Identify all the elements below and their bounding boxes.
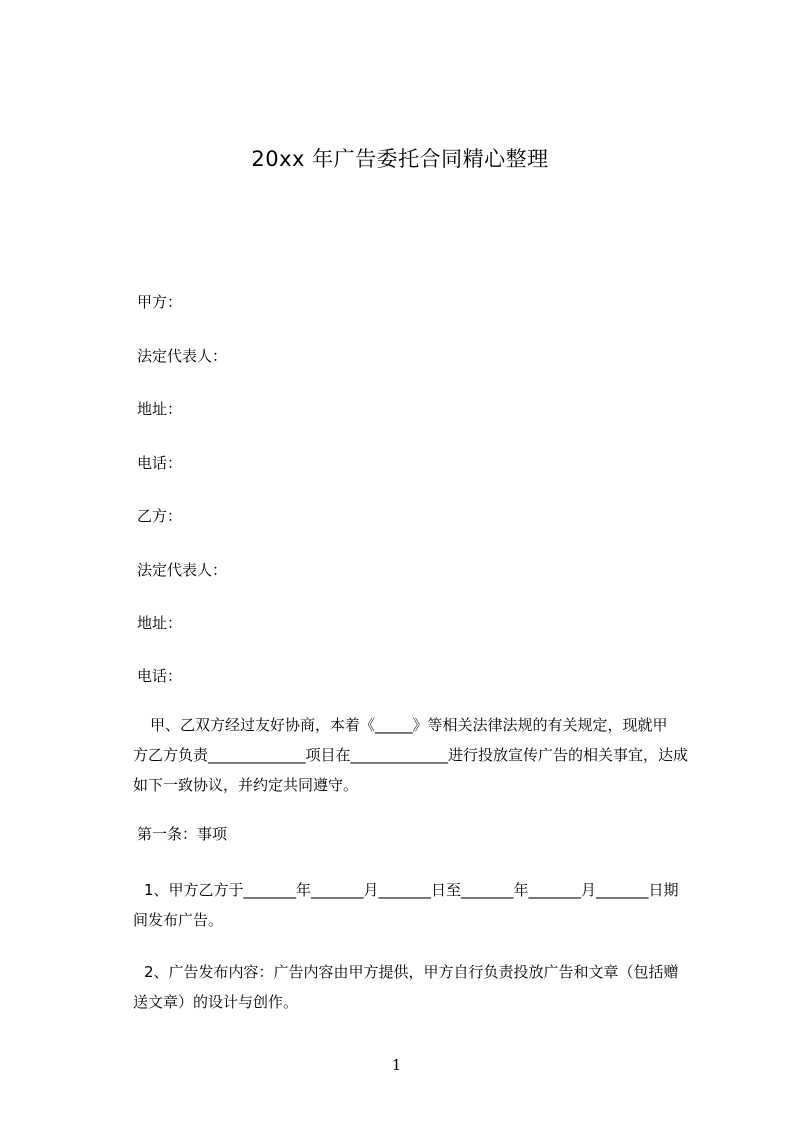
document-title: 20xx 年广告委托合同精心整理 [251, 147, 549, 171]
party-a-label: 甲方： [137, 293, 183, 311]
party-b-phone-label: 电话： [137, 667, 183, 685]
article-1-item-2-line-1: 2、广告发布内容：广告内容由甲方提供，甲方自行负责投放广告和文章（包括赠 [144, 963, 679, 981]
party-b-label: 乙方： [137, 507, 183, 525]
party-a-address-label: 地址： [137, 400, 183, 418]
intro-paragraph [133, 710, 689, 800]
intro-line-2: 方乙方负责_____________项目在_____________进行投放宣传广告的相关事宜，达成 [133, 746, 689, 764]
party-b-address-label: 地址： [137, 614, 183, 632]
party-a-rep-label: 法定代表人： [137, 347, 228, 365]
page-number: 1 [391, 1056, 402, 1074]
article-1-item-1-line-1: 1、甲方乙方于_______年_______月_______日至_______年_______月_______日期 [144, 881, 679, 899]
article-1-item-1-line-2: 间发布广告。 [133, 911, 224, 929]
article-1-item-1 [133, 875, 679, 935]
article-1-heading: 第一条：事项 [137, 825, 228, 843]
intro-line-1: 甲、乙双方经过友好协商，本着《_____》等相关法律法规的有关规定，现就甲 [150, 716, 668, 734]
article-1-item-2 [133, 957, 679, 1017]
party-a-phone-label: 电话： [137, 454, 183, 472]
intro-line-3: 如下一致协议，并约定共同遵守。 [133, 776, 359, 794]
article-1-item-2-line-2: 送文章）的设计与创作。 [133, 993, 299, 1011]
party-b-rep-label: 法定代表人： [137, 561, 228, 579]
